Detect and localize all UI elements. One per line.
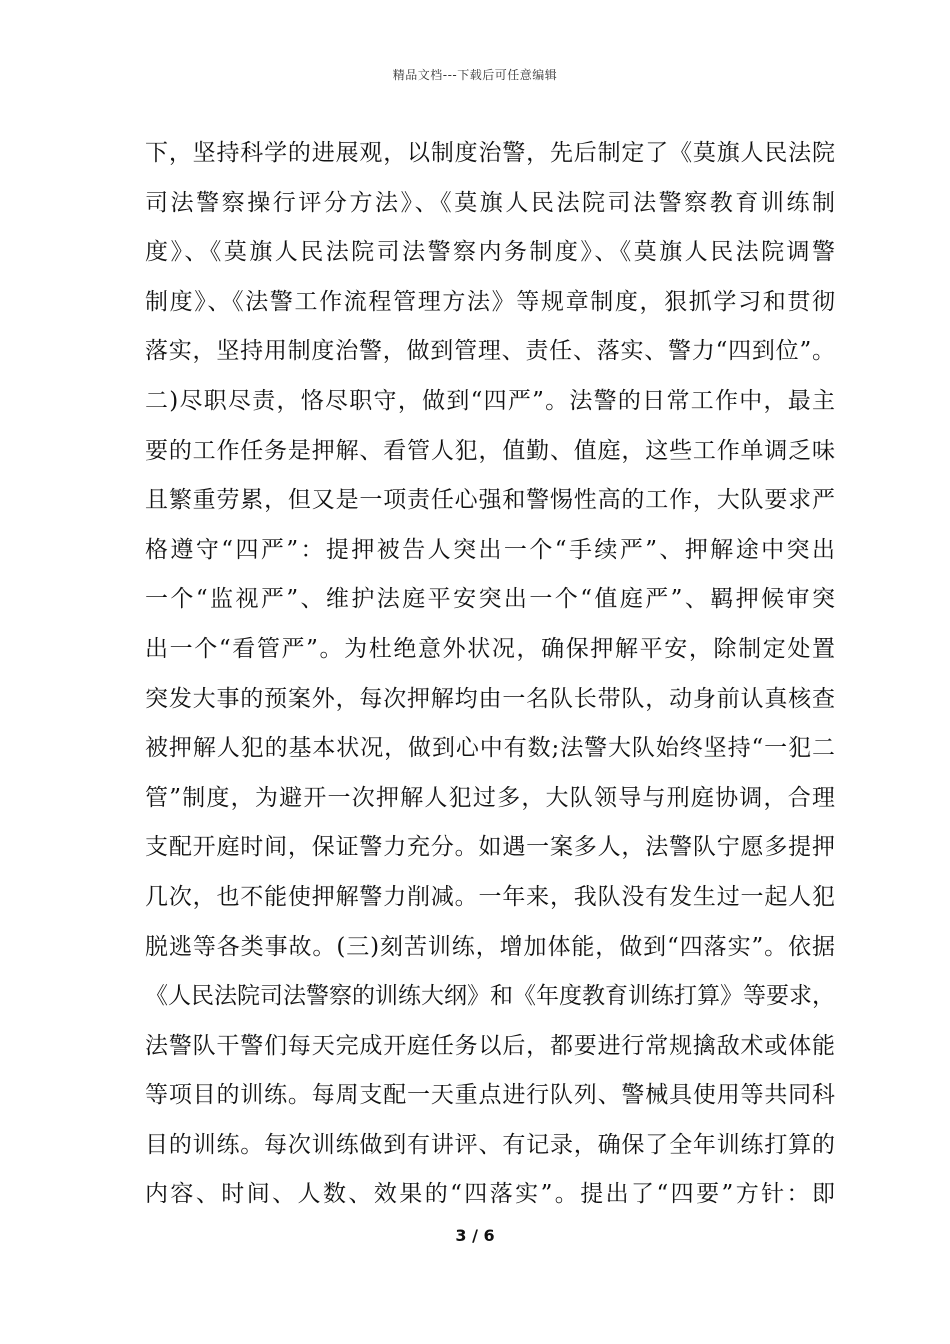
text-line: 落实，坚持用制度治警，做到管理、责任、落实、警力“四到位”。 [145,338,835,365]
text-line: 且繁重劳累，但又是一项责任心强和警惕性高的工作，大队要求严 [145,487,835,514]
text-line: 要的工作任务是押解、看管人犯，值勤、值庭，这些工作单调乏味 [145,437,835,464]
text-line: 脱逃等各类事故。(三)刻苦训练，增加体能，做到“四落实”。依据 [145,933,835,960]
text-line: 格遵守“四严”：提押被告人突出一个“手续严”、押解途中突出 [145,536,835,563]
text-line: 制度》、《法警工作流程管理方法》等规章制度，狠抓学习和贯彻 [145,288,835,315]
text-line: 《人民法院司法警察的训练大纲》和《年度教育训练打算》等要求， [145,983,835,1010]
text-line: 下，坚持科学的进展观，以制度治警，先后制定了《莫旗人民法院 [145,140,835,166]
text-line: 支配开庭时间，保证警力充分。如遇一案多人，法警队宁愿多提押 [145,834,835,861]
text-line: 突发大事的预案外，每次押解均由一名队长带队，动身前认真核查 [145,685,835,712]
text-line: 一个“监视严”、维护法庭平安突出一个“值庭严”、羁押候审突 [145,586,835,613]
text-line: 出一个“看管严”。为杜绝意外状况，确保押解平安，除制定处置 [145,635,835,662]
text-line: 司法警察操行评分方法》、《莫旗人民法院司法警察教育训练制 [145,189,835,216]
text-line: 度》、《莫旗人民法院司法警察内务制度》、《莫旗人民法院调警 [145,239,835,266]
text-line: 二)尽职尽责，恪尽职守，做到“四严”。法警的日常工作中，最主 [145,387,835,414]
page-number: 3 / 6 [455,1226,495,1245]
text-line: 被押解人犯的基本状况，做到心中有数;法警大队始终坚持“一犯二 [145,735,835,762]
text-line: 法警队干警们每天完成开庭任务以后，都要进行常规擒敌术或体能 [145,1032,835,1059]
text-line: 管”制度，为避开一次押解人犯过多，大队领导与刑庭协调，合理 [145,784,835,811]
text-line: 几次，也不能使押解警力削减。一年来，我队没有发生过一起人犯 [145,883,835,910]
text-line: 目的训练。每次训练做到有讲评、有记录，确保了全年训练打算的 [145,1131,835,1158]
body-text [145,129,835,1220]
page-header: 精品文档---下载后可任意编辑 [392,68,558,82]
text-line: 内容、时间、人数、效果的“四落实”。提出了“四要”方针：即 [145,1181,835,1208]
text-line: 等项目的训练。每周支配一天重点进行队列、警械具使用等共同科 [145,1082,835,1109]
